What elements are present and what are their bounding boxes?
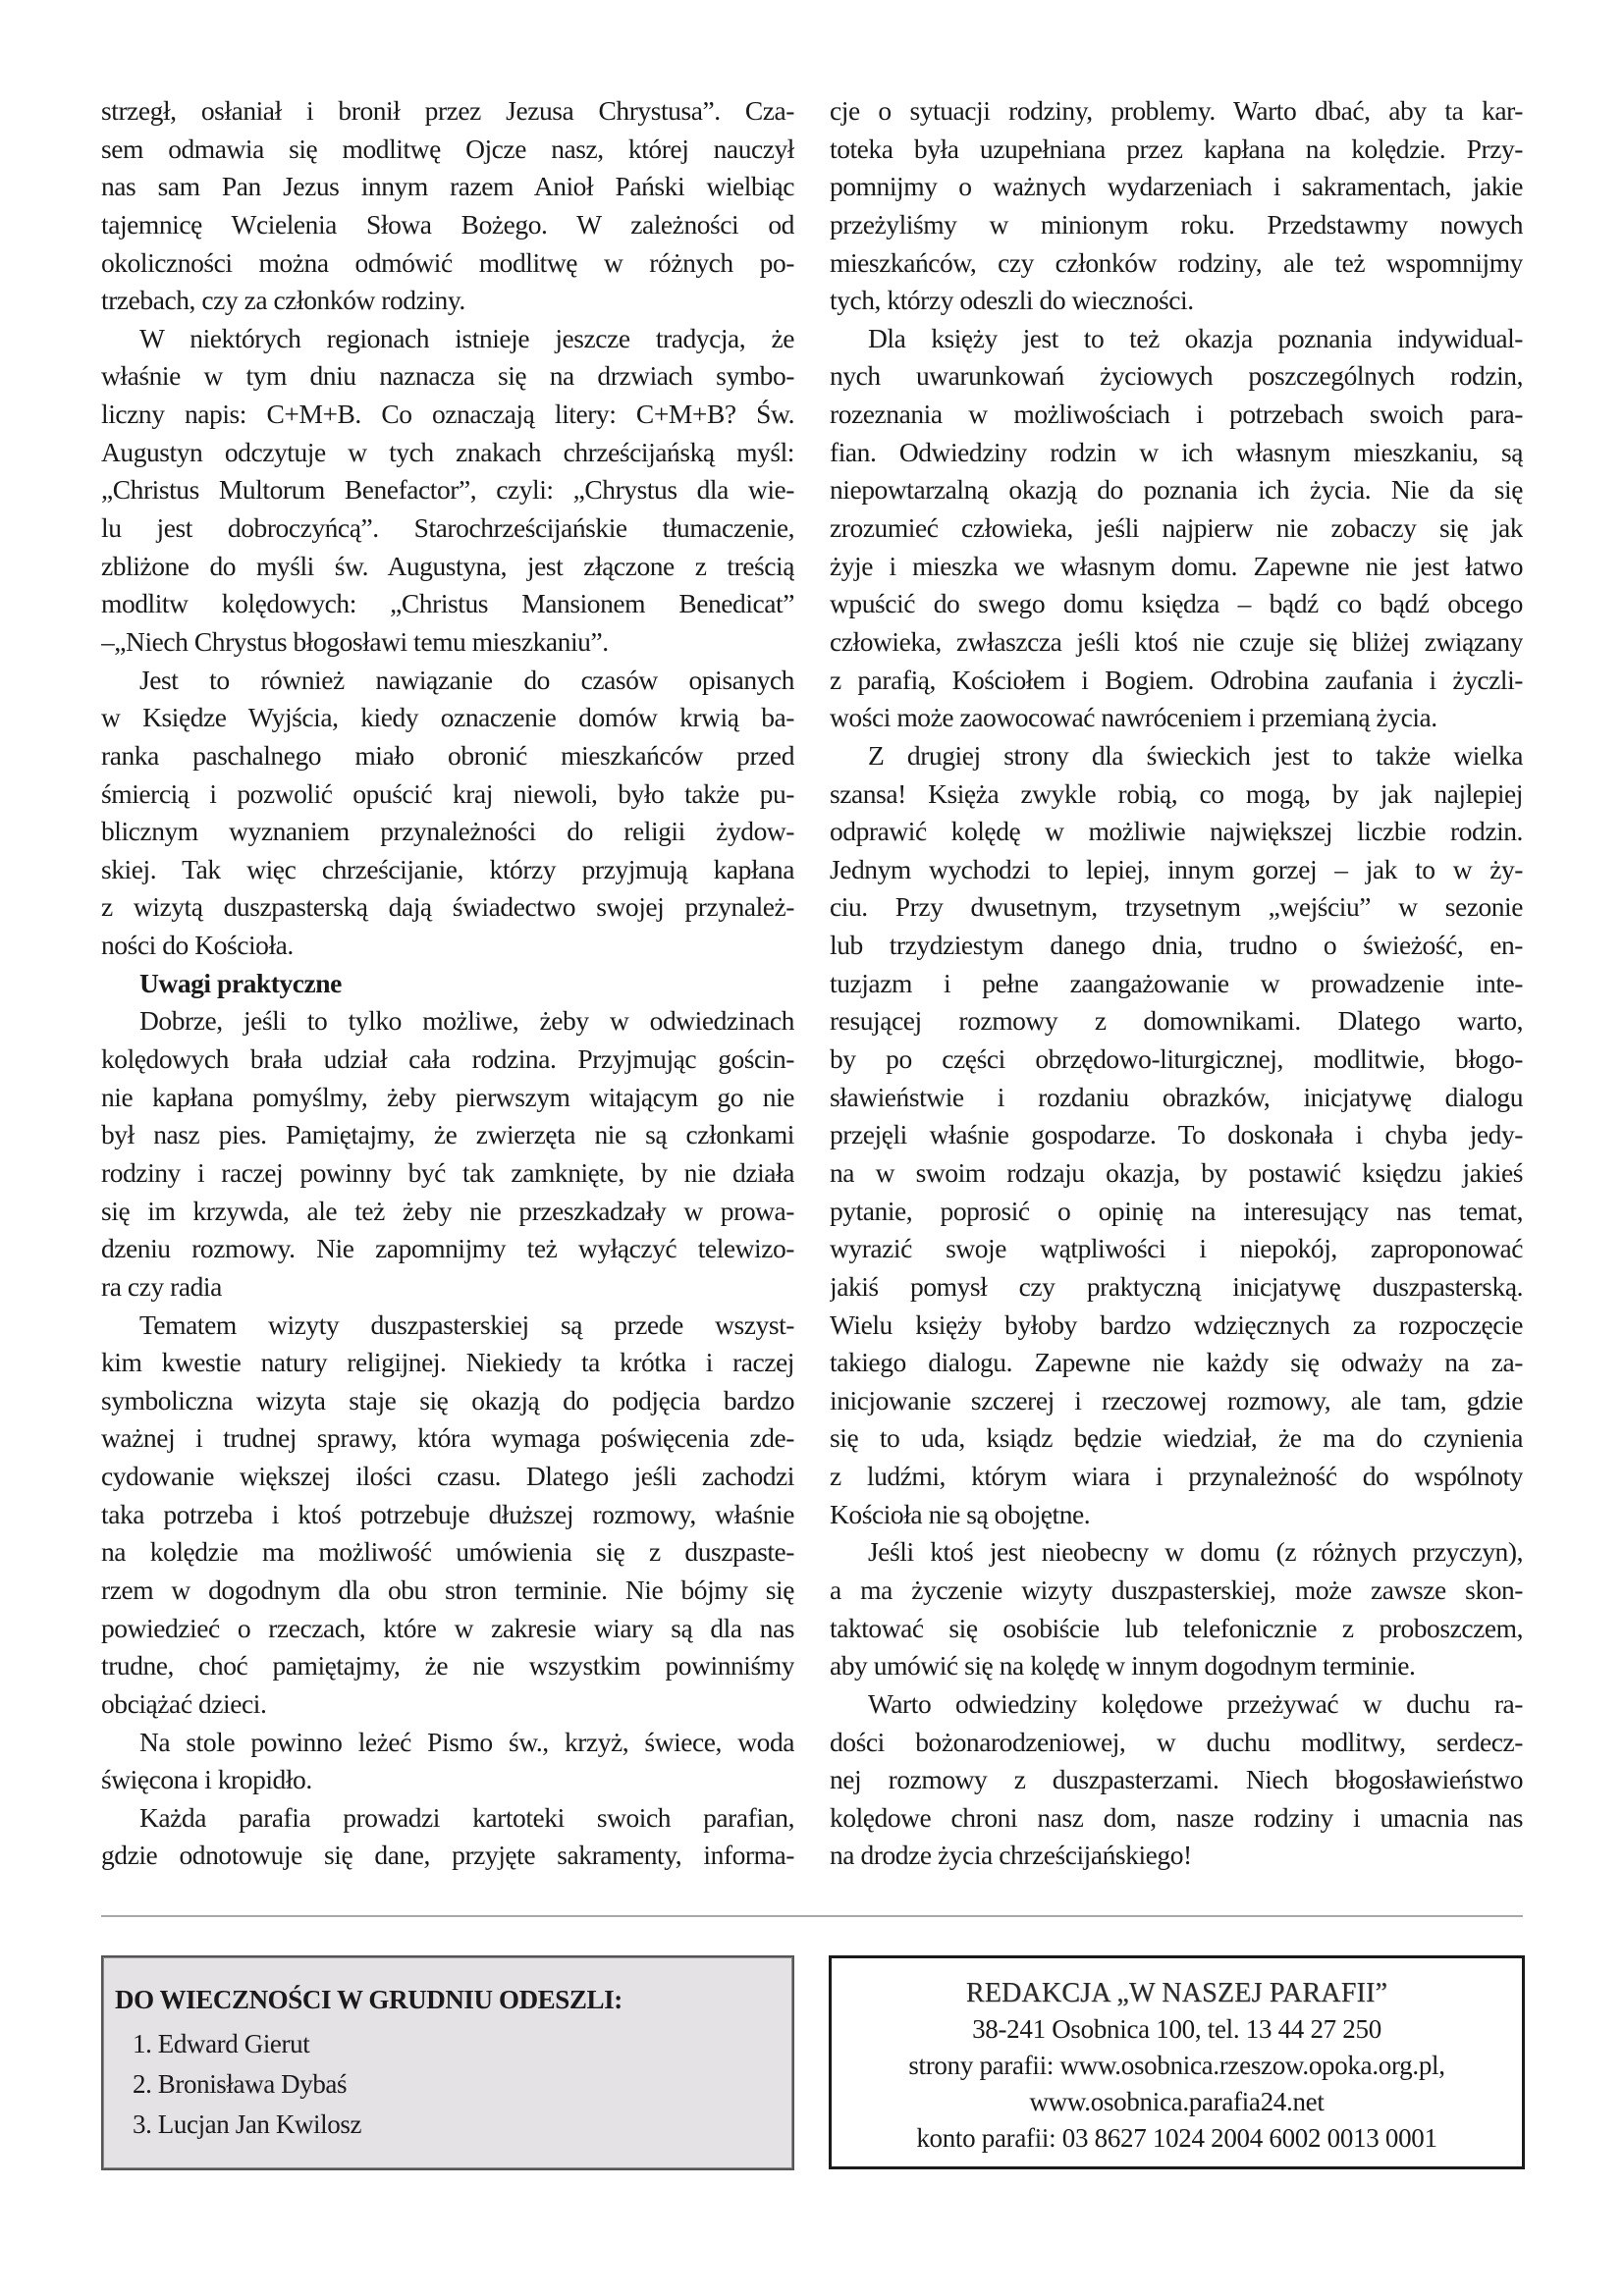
text-line: powiedzieć o rzeczach, które w zakresie wiary są dla nas [101, 1612, 794, 1643]
text-line: Jest to również nawiązanie do czasów opisanych [139, 664, 794, 695]
text-line: szansa! Księża zwykle robią, co mogą, by jak najlepiej [830, 777, 1523, 809]
text-line: dości bożonarodzeniowej, w duchu modlitwy, serdecz- [830, 1726, 1523, 1757]
text-line: nas sam Pan Jezus innym razem Anioł Pański wielbiąc [101, 171, 794, 202]
text-line: wości może zaowocować nawróceniem i przemianą życia. [830, 702, 1437, 733]
text-line: rodziny i raczej powinny być tak zamknięte, by nie działa [101, 1156, 794, 1188]
text-line: kolędowych brała udział cała rodzina. Przyjmując gościn- [101, 1043, 794, 1075]
text-line: trzebach, czy za członków rodziny. [101, 285, 465, 316]
text-line: na drodze życia chrześcijańskiego! [830, 1840, 1192, 1871]
text-line: wyrazić swoje wątpliwości i niepokój, zaproponować [830, 1233, 1523, 1264]
text-line: obciążać dzieci. [101, 1687, 267, 1719]
text-line: z ludźmi, którym wiara i przynależność do wspólnoty [830, 1461, 1523, 1492]
text-line: właśnie w tym dniu naznacza się na drzwiach symbo- [101, 360, 794, 392]
editorial-website-1[interactable]: strony parafii: www.osobnica.rzeszow.opoka.org.pl, [908, 2051, 1445, 2080]
text-line: cje o sytuacji rodziny, problemy. Warto dbać, aby ta kar- [830, 95, 1523, 126]
text-line: aby umówić się na kolędę w innym dogodnym terminie. [830, 1650, 1416, 1682]
section-heading: Uwagi praktyczne [139, 967, 342, 998]
text-line: sem odmawia się modlitwę Ojcze nasz, której nauczył [101, 133, 794, 164]
text-line: się to uda, ksiądz będzie wiedział, że ma do czynienia [830, 1422, 1523, 1454]
text-line: przeżyliśmy w minionym roku. Przedstawmy nowych [830, 208, 1523, 240]
text-line: z wizytą duszpasterską dają świadectwo swojej przynależ- [101, 891, 794, 923]
text-line: inicjowanie szczerej i rzeczowej rozmowy, ale tam, gdzie [830, 1384, 1523, 1415]
text-line: mieszkańców, czy członków rodziny, ale też wspomnijmy [830, 246, 1523, 278]
text-line: –„Niech Chrystus błogosławi temu mieszkaniu”. [101, 625, 609, 657]
text-line: Jednym wychodzi to lepiej, innym gorzej – jak to w ży- [830, 853, 1523, 884]
text-line: sławieństwie i rozdaniu obrazków, inicjatywę dialogu [830, 1081, 1523, 1112]
editorial-website-2[interactable]: www.osobnica.parafia24.net [1029, 2087, 1325, 2116]
text-line: Tematem wizyty duszpasterskiej są przede wszyst- [139, 1308, 794, 1340]
text-line: Każda parafia prowadzi kartoteki swoich parafian, [139, 1801, 794, 1833]
text-line: tych, którzy odeszli do wieczności. [830, 285, 1194, 316]
text-line: by po części obrzędowo-liturgicznej, modlitwie, błogo- [830, 1043, 1523, 1075]
text-line: Dla księży jest to też okazja poznania indywidual- [868, 322, 1523, 353]
text-line: a ma życzenie wizyty duszpasterskiej, może zawsze skon- [830, 1574, 1523, 1605]
text-line: modlitw kolędowych: „Christus Mansionem Benedicat” [101, 588, 794, 619]
text-line: symboliczna wizyta staje się okazją do podjęcia bardzo [101, 1384, 794, 1415]
obituary-list [103, 2024, 361, 2145]
text-line: W niektórych regionach istnieje jeszcze tradycja, że [139, 322, 794, 353]
text-line: cydowanie większej ilości czasu. Dlatego jeśli zachodzi [101, 1461, 794, 1492]
text-line: święcona i kropidło. [101, 1764, 312, 1795]
text-line: resującej rozmowy z domownikami. Dlatego warto, [830, 1005, 1523, 1037]
text-line: dzeniu rozmowy. Nie zapomnijmy też wyłączyć telewizo- [101, 1233, 794, 1264]
text-line: tajemnicę Wcielenia Słowa Bożego. W zależności od [101, 208, 794, 240]
editorial-bank-account: konto parafii: 03 8627 1024 2004 6002 0013 0001 [916, 2123, 1437, 2153]
text-line: żyje i mieszka we własnym domu. Zapewne nie jest łatwo [830, 550, 1523, 581]
text-line: człowieka, zwłaszcza jeśli ktoś nie czuje się bliżej związany [830, 625, 1523, 657]
text-line: ności do Kościoła. [101, 930, 294, 961]
editorial-title: REDAKCJA „W NASZEJ PARAFII” [965, 1978, 1388, 2008]
text-line: pomnijmy o ważnych wydarzeniach i sakramentach, jakie [830, 171, 1523, 202]
text-line: fian. Odwiedziny rodzin w ich własnym mieszkaniu, są [830, 436, 1523, 467]
text-line: Wielu księży byłoby bardzo wdzięcznych za rozpoczęcie [830, 1308, 1523, 1340]
text-line: ciu. Przy dwusetnym, trzysetnym „wejściu” w sezonie [830, 891, 1523, 923]
text-line: się im krzywda, ale też żeby nie przeszkadzały w prowa- [101, 1195, 794, 1226]
text-line: lu jest dobroczyńcą”. Starochrześcijańskie tłumaczenie, [101, 512, 794, 544]
text-line: nej rozmowy z duszpasterzami. Niech błogosławieństwo [830, 1764, 1523, 1795]
text-line: z parafią, Kościołem i Bogiem. Odrobina zaufania i życzli- [830, 664, 1523, 695]
text-line: na kolędzie ma możliwość umówienia się z duszpaste- [101, 1536, 794, 1568]
section-divider [101, 1915, 1523, 1917]
text-line: Na stole powinno leżeć Pismo św., krzyż, świece, woda [139, 1726, 794, 1757]
text-line: lub trzydziestym danego dnia, trudno o świeżość, en- [830, 930, 1523, 961]
text-line: ważnej i trudnej sprawy, która wymaga poświęcenia zde- [101, 1422, 794, 1454]
editorial-box [829, 1955, 1525, 2169]
obituary-title: DO WIECZNOŚCI W GRUDNIU ODESZLI: [115, 1985, 623, 2014]
text-line: na w swoim rodzaju okazja, by postawić księdzu jakieś [830, 1156, 1523, 1188]
obituary-item: 2. Bronisława Dybaś [133, 2069, 348, 2099]
article-column-left [101, 92, 794, 1875]
text-line: ra czy radia [101, 1270, 222, 1302]
text-line: zrozumieć człowieka, jeśli najpierw nie zobaczy się jak [830, 512, 1523, 544]
text-line: nych uwarunkowań życiowych poszczególnych rodzin, [830, 360, 1523, 392]
text-line: był nasz pies. Pamiętajmy, że zwierzęta nie są członkami [101, 1119, 794, 1150]
text-line: takiego dialogu. Zapewne nie każdy się odważy na za- [830, 1347, 1523, 1378]
obituary-item: 3. Lucjan Jan Kwilosz [133, 2109, 362, 2139]
text-line: rozeznania w możliwościach i potrzebach swoich para- [830, 399, 1523, 430]
text-line: niepowtarzalną okazją do poznania ich życia. Nie da się [830, 474, 1523, 506]
text-line: liczny napis: C+M+B. Co oznaczają litery: C+M+B? Św. [101, 399, 794, 430]
text-line: skiej. Tak więc chrześcijanie, którzy przyjmują kapłana [101, 853, 794, 884]
article-column-right [830, 92, 1523, 1875]
text-line: ranka paschalnego miało obronić mieszkańców przed [101, 739, 794, 771]
editorial-address: 38-241 Osobnica 100, tel. 13 44 27 250 [972, 2014, 1381, 2044]
text-line: okoliczności można odmówić modlitwę w różnych po- [101, 246, 794, 278]
text-line: Warto odwiedziny kolędowe przeżywać w duchu ra- [868, 1687, 1523, 1719]
text-line: w Księdze Wyjścia, kiedy oznaczenie domów krwią ba- [101, 702, 794, 733]
text-line: śmiercią i pozwolić opuścić kraj niewoli, było także pu- [101, 777, 794, 809]
text-line: Kościoła nie są obojętne. [830, 1498, 1091, 1529]
text-line: toteka była uzupełniana przez kapłana na kolędzie. Przy- [830, 133, 1523, 164]
text-line: Z drugiej strony dla świeckich jest to także wielka [868, 739, 1523, 771]
text-line: taktować się osobiście lub telefonicznie z proboszczem, [830, 1612, 1523, 1643]
obituary-box [101, 1955, 794, 2170]
text-line: tuzjazm i pełne zaangażowanie w prowadzenie inte- [830, 967, 1523, 998]
text-line: Jeśli ktoś jest nieobecny w domu (z różnych przyczyn), [868, 1536, 1523, 1568]
text-line: „Christus Multorum Benefactor”, czyli: „Chrystus dla wie- [101, 474, 794, 506]
text-line: Augustyn odczytuje w tych znakach chrześcijańską myśl: [101, 436, 794, 467]
text-line: jakiś pomysł czy praktyczną inicjatywę duszpasterską. [830, 1270, 1523, 1302]
text-line: pytanie, poprosić o opinię na interesujący nas temat, [830, 1195, 1523, 1226]
text-line: rzem w dogodnym dla obu stron terminie. Nie bójmy się [101, 1574, 794, 1605]
text-line: odprawić kolędę w możliwie największej liczbie rodzin. [830, 816, 1523, 847]
text-line: Dobrze, jeśli to tylko możliwe, żeby w odwiedzinach [139, 1005, 794, 1037]
obituary-item: 1. Edward Gierut [133, 2029, 310, 2058]
text-line: zbliżone do myśli św. Augustyna, jest złączone z treścią [101, 550, 794, 581]
text-line: taka potrzeba i ktoś potrzebuje dłuższej rozmowy, właśnie [101, 1498, 794, 1529]
text-line: kolędowe chroni nasz dom, nasze rodziny i umacnia nas [830, 1801, 1523, 1833]
text-line: przejęli właśnie gospodarze. To doskonała i chyba jedy- [830, 1119, 1523, 1150]
text-line: gdzie odnotowuje się dane, przyjęte sakramenty, informa- [101, 1840, 794, 1871]
text-line: nie kapłana pomyślmy, żeby pierwszym witającym go nie [101, 1081, 794, 1112]
text-line: trudne, choć pamiętajmy, że nie wszystkim powinniśmy [101, 1650, 794, 1682]
text-line: blicznym wyznaniem przynależności do religii żydow- [101, 816, 794, 847]
text-line: wpuścić do swego domu księdza – bądź co bądź obcego [830, 588, 1523, 619]
text-line: strzegł, osłaniał i bronił przez Jezusa Chrystusa”. Cza- [101, 95, 794, 126]
text-line: kim kwestie natury religijnej. Niekiedy ta krótka i raczej [101, 1347, 794, 1378]
